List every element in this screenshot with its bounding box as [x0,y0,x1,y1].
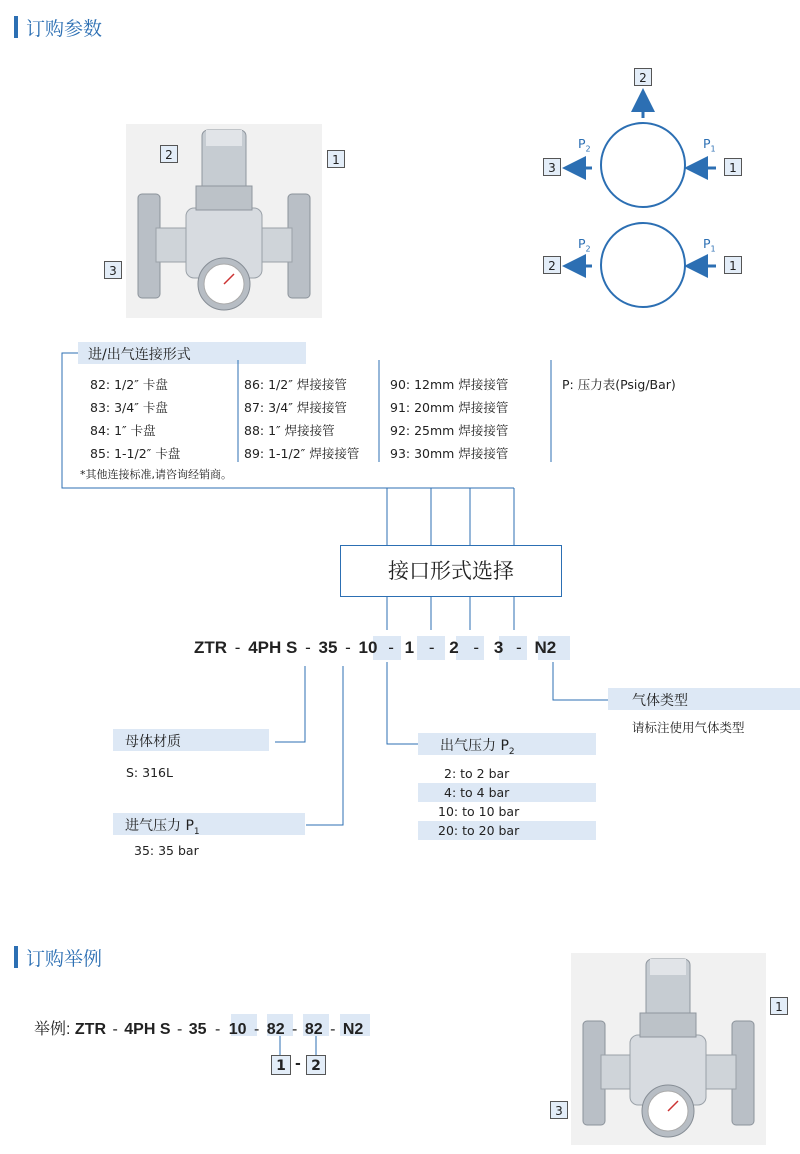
flow-top-out-3: 3 [543,158,561,176]
model-part: N2 [534,638,557,657]
example-sub-1: 1 [271,1055,291,1075]
flow-bottom-in-1: 1 [724,256,742,274]
model-part: 2 [449,638,459,657]
flow-top-out-2: 2 [634,68,652,86]
example-part: N2 [342,1021,364,1038]
flow-top-p2-label: $P_2$ [578,136,591,154]
example-callout-1: 1 [770,997,788,1015]
inlet-pressure-title: 进气压力 $P_1$ [125,818,200,837]
example-part: ZTR [74,1021,107,1038]
model-dash: - [428,638,435,657]
flow-top-p1-label: $P_1$ [703,136,716,154]
flow-bottom-p1-label: $P_1$ [703,236,716,254]
example-part: 35 [188,1021,207,1038]
flow-bottom-p2-label: $P_2$ [578,236,591,254]
model-dash: - [345,638,351,657]
model-dash: - [305,638,311,657]
regulator-illustration [571,953,766,1145]
connection-option: 89: 1-1/2″ 焊接接管 [244,446,360,461]
connection-option: 83: 3/4″ 卡盘 [90,400,168,415]
interface-box-label: 接口形式选择 [388,559,514,583]
flow-top-in-1: 1 [724,158,742,176]
example-part: 10 [228,1021,247,1038]
connection-option: 87: 3/4″ 焊接接管 [244,400,347,415]
callout-2: 2 [160,145,178,163]
example-dash: - [254,1021,260,1038]
connection-option: 82: 1/2″ 卡盘 [90,377,168,392]
connection-col-4: P: 压力表(Psig/Bar) [562,377,676,392]
connection-title: 进/出气连接形式 [88,347,191,363]
connection-option: 85: 1-1/2″ 卡盘 [90,446,181,461]
connection-option: 91: 20mm 焊接接管 [390,400,509,415]
connection-note: *其他连接标准,请咨询经销商。 [80,468,232,481]
example-dash: - [112,1021,118,1038]
outlet-pressure-title: 出气压力 $P_2$ [440,738,515,757]
connection-option: 86: 1/2″ 焊接接管 [244,377,347,392]
connection-option: 90: 12mm 焊接接管 [390,377,509,392]
model-part: S [286,638,298,657]
example-part: S [159,1021,171,1038]
inlet-pressure-value: 35: 35 bar [134,843,199,858]
outlet-pressure-row: 10: to 10 bar [438,804,520,819]
example-part: 82 [266,1021,285,1038]
section-title-example: 订购举例 [26,948,103,970]
body-material-value: S: 316L [126,765,173,780]
model-dash: - [388,638,394,657]
connection-option: 88: 1″ 焊接接管 [244,423,335,438]
example-sub-2: 2 [306,1055,326,1075]
model-part: 10 [358,638,378,657]
model-part: 1 [404,638,415,657]
example-dash: - [292,1021,298,1038]
model-dash: - [473,638,480,657]
example-dash: - [176,1021,183,1038]
model-dash: - [516,638,522,657]
model-part: ZTR [194,638,228,657]
gas-type-note: 请标注使用气体类型 [632,720,745,735]
callout-3: 3 [104,261,122,279]
model-part: 4PH [248,638,282,657]
section-title-ordering: 订购参数 [26,18,103,40]
example-dash: - [214,1021,221,1038]
outlet-pressure-row: 2: to 2 bar [444,766,510,781]
example-sub-dash: - [295,1056,301,1072]
connection-option: 84: 1″ 卡盘 [90,423,156,438]
example-part: 4PH [124,1021,156,1038]
example-product-photo [571,953,766,1145]
outlet-pressure-row: 4: to 4 bar [418,783,596,802]
connection-option: 93: 30mm 焊接接管 [390,446,509,461]
example-callout-3: 3 [550,1101,568,1119]
model-dash: - [234,638,241,657]
model-part: 35 [318,638,338,657]
model-part: 3 [493,638,504,657]
example-label: 举例: [34,1021,71,1038]
gas-type-title: 气体类型 [632,693,688,709]
flow-bottom-out-2: 2 [543,256,561,274]
outlet-pressure-row: 20: to 20 bar [418,821,596,840]
body-material-title: 母体材质 [125,734,181,750]
example-dash: - [330,1021,336,1038]
callout-1: 1 [327,150,345,168]
example-part: 82 [304,1021,323,1038]
connection-option: 92: 25mm 焊接接管 [390,423,509,438]
